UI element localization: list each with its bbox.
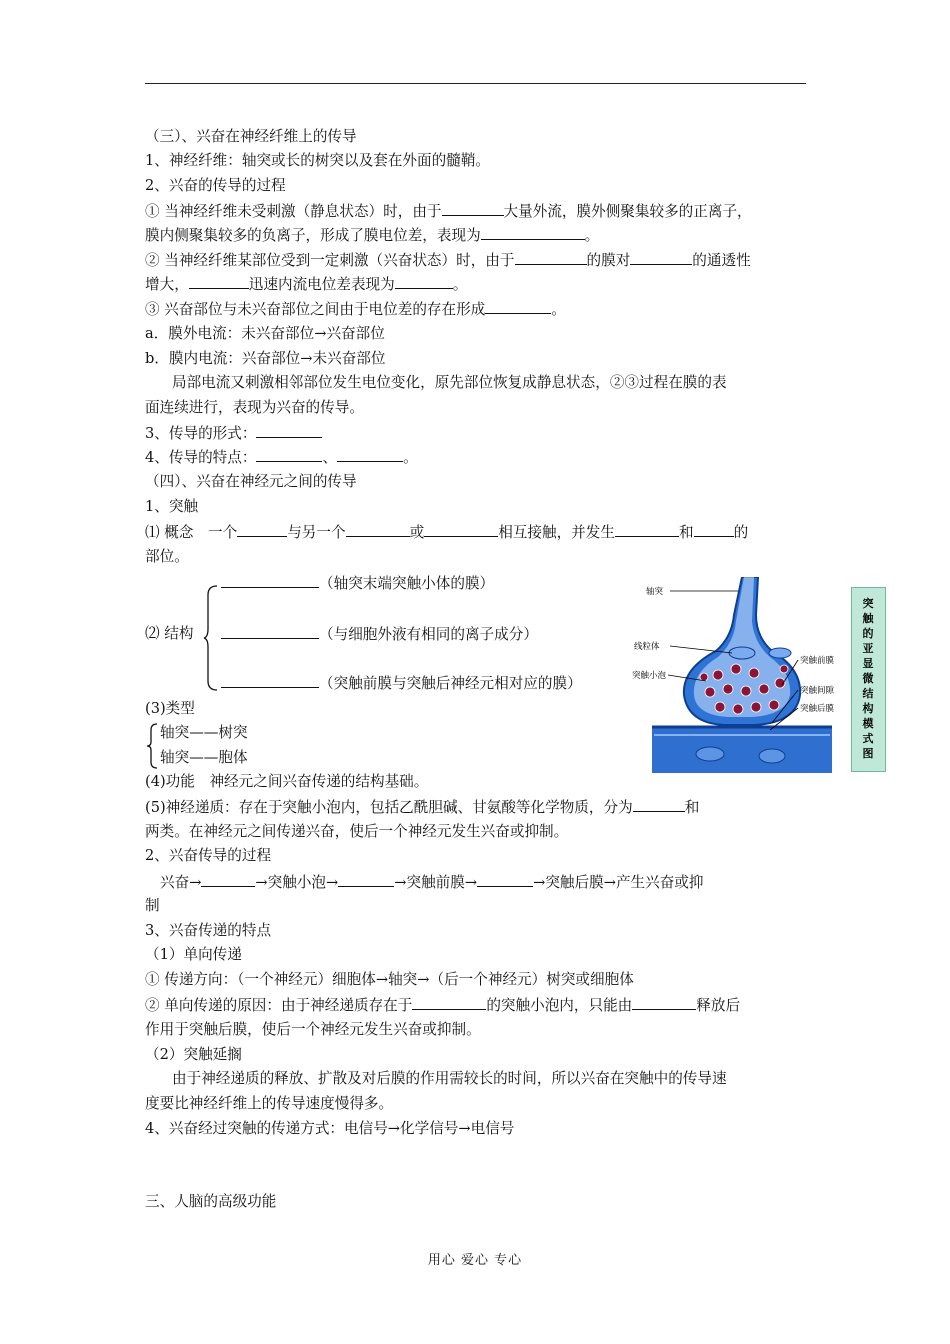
text-line: (5)神经递质：存在于突触小泡内，包括乙酰胆碱、甘氨酸等化学物质，分为 和 [145, 799, 700, 816]
fill-blank[interactable] [442, 201, 504, 216]
fill-blank[interactable] [346, 522, 410, 537]
page-footer: 用心 爱心 专心 [427, 1253, 523, 1268]
text-line: 面连续进行，表现为兴奋的传导。 [145, 399, 364, 416]
fill-blank[interactable] [256, 447, 322, 462]
fill-blank[interactable] [481, 225, 585, 240]
fill-blank[interactable] [337, 447, 403, 462]
text-line: ② 当神经纤维某部位受到一定刺激（兴奋状态）时，由于 的膜对 的通透性 [145, 252, 751, 269]
text-line: 由于神经递质的释放、扩散及对后膜的作用需较长的时间，所以兴奋在突触中的传导速 [172, 1070, 727, 1087]
type-brace [145, 723, 159, 769]
fill-blank[interactable] [412, 995, 486, 1010]
section-4-heading: （四）、兴奋在神经元之间的传导 [145, 473, 357, 490]
fill-blank[interactable] [632, 995, 696, 1010]
text-line: 2、兴奋传导的过程 [145, 847, 272, 864]
text-line: 膜内侧聚集较多的负离子，形成了膜电位差，表现为 。 [145, 227, 600, 244]
section-heading: 三、人脑的高级功能 [145, 1193, 277, 1210]
fill-blank[interactable] [221, 624, 319, 639]
fill-blank[interactable] [256, 423, 322, 438]
fill-blank[interactable] [515, 250, 587, 265]
text-line: ③ 兴奋部位与未兴奋部位之间由于电位差的存在形成 。 [145, 301, 566, 318]
text-line: 4、传导的特点： 、 。 [145, 449, 418, 466]
fill-blank[interactable] [338, 872, 394, 887]
mitochondrion-shape [729, 647, 755, 659]
fill-blank[interactable] [477, 872, 533, 887]
fill-blank[interactable] [237, 522, 287, 537]
postsynaptic-cell [652, 727, 832, 773]
mitochondrion-shape [769, 648, 791, 658]
text-line: 两类。在神经元之间传递兴奋，使后一个神经元发生兴奋或抑制。 [145, 823, 569, 840]
figure-title: 突触的亚显微结构模式图 [862, 597, 874, 760]
mitochondrion-shape [696, 747, 724, 761]
label-axon: 轴突 [646, 587, 664, 597]
label-cleft: 突触间隙 [800, 686, 835, 696]
fill-blank[interactable] [201, 872, 255, 887]
label-pre-membrane: 突触前膜 [800, 656, 835, 666]
text-line: ① 当神经纤维未受刺激（静息状态）时，由于 大量外流，膜外侧聚集较多的正离子， [145, 203, 752, 220]
text-line: ⑵ 结构 [145, 625, 194, 642]
header-rule [145, 83, 806, 84]
text-line: 3、传导的形式： [145, 423, 322, 444]
text-line: 1、神经纤维：轴突或长的树突以及套在外面的髓鞘。 [145, 152, 490, 169]
text-line: ① 传递方向：（一个神经元）细胞体→轴突→（后一个神经元）树突或细胞体 [145, 971, 634, 988]
text-line: 兴奋→ →突触小泡→ →突触前膜→ →突触后膜→产生兴奋或抑 [160, 874, 704, 891]
text-line: ⑴ 概念 一个 与另一个 或 相互接触，并发生 和 的 [145, 524, 749, 541]
fill-blank[interactable] [395, 274, 453, 289]
section-3-heading: （三）、兴奋在神经纤维上的传导 [145, 128, 357, 145]
text-line: 轴突——树突 [160, 724, 248, 741]
mitochondrion-shape [759, 749, 785, 763]
text-line: （1）单向传递 [145, 946, 242, 963]
text-line: b．膜内电流：兴奋部位→未兴奋部位 [145, 350, 386, 367]
text-line: 轴突——胞体 [160, 749, 248, 766]
text-line: (4)功能 神经元之间兴奋传递的结构基础。 [145, 773, 429, 790]
fill-blank[interactable] [189, 274, 249, 289]
label-post-membrane: 突触后膜 [800, 704, 835, 714]
fill-blank[interactable] [485, 299, 551, 314]
text-line: （2）突触延搁 [145, 1046, 242, 1063]
text-line: 部位。 [145, 548, 189, 565]
fill-blank[interactable] [615, 522, 679, 537]
text-line: 3、兴奋传递的特点 [145, 922, 272, 939]
fill-blank[interactable] [221, 573, 319, 588]
fill-blank[interactable] [424, 522, 498, 537]
fill-blank[interactable] [221, 673, 319, 688]
label-vesicle: 突触小泡 [632, 671, 667, 681]
text-line: 度要比神经纤维上的传导速度慢得多。 [145, 1095, 394, 1112]
synapse-diagram [632, 577, 848, 773]
text-line: （与细胞外液有相同的离子成分） [221, 624, 538, 645]
text-line: 作用于突触后膜，使后一个神经元发生兴奋或抑制。 [145, 1021, 481, 1038]
text-line: a．膜外电流：未兴奋部位→兴奋部位 [145, 325, 385, 342]
text-line: (3)类型 [145, 700, 195, 717]
text-line: ② 单向传递的原因：由于神经递质存在于 的突触小泡内，只能由 释放后 [145, 997, 741, 1014]
text-line: 2、兴奋的传导的过程 [145, 177, 286, 194]
text-line: 制 [145, 897, 160, 914]
fill-blank[interactable] [633, 797, 685, 812]
text-line: （轴突末端突触小体的膜） [221, 573, 494, 594]
figure-title-banner [851, 587, 886, 772]
text-line: 增大， 迅速内流电位差表现为 。 [145, 276, 468, 293]
text-line: 4、兴奋经过突触的传递方式：电信号→化学信号→电信号 [145, 1120, 515, 1137]
fill-blank[interactable] [630, 250, 692, 265]
text-line: （突触前膜与突触后神经元相对应的膜） [221, 673, 582, 694]
label-mitochondria: 线粒体 [634, 642, 660, 652]
structure-brace [203, 585, 219, 691]
text-line: 局部电流又刺激相邻部位发生电位变化，原先部位恢复成静息状态，②③过程在膜的表 [172, 374, 727, 391]
fill-blank[interactable] [694, 522, 734, 537]
text-line: 1、突触 [145, 498, 199, 515]
